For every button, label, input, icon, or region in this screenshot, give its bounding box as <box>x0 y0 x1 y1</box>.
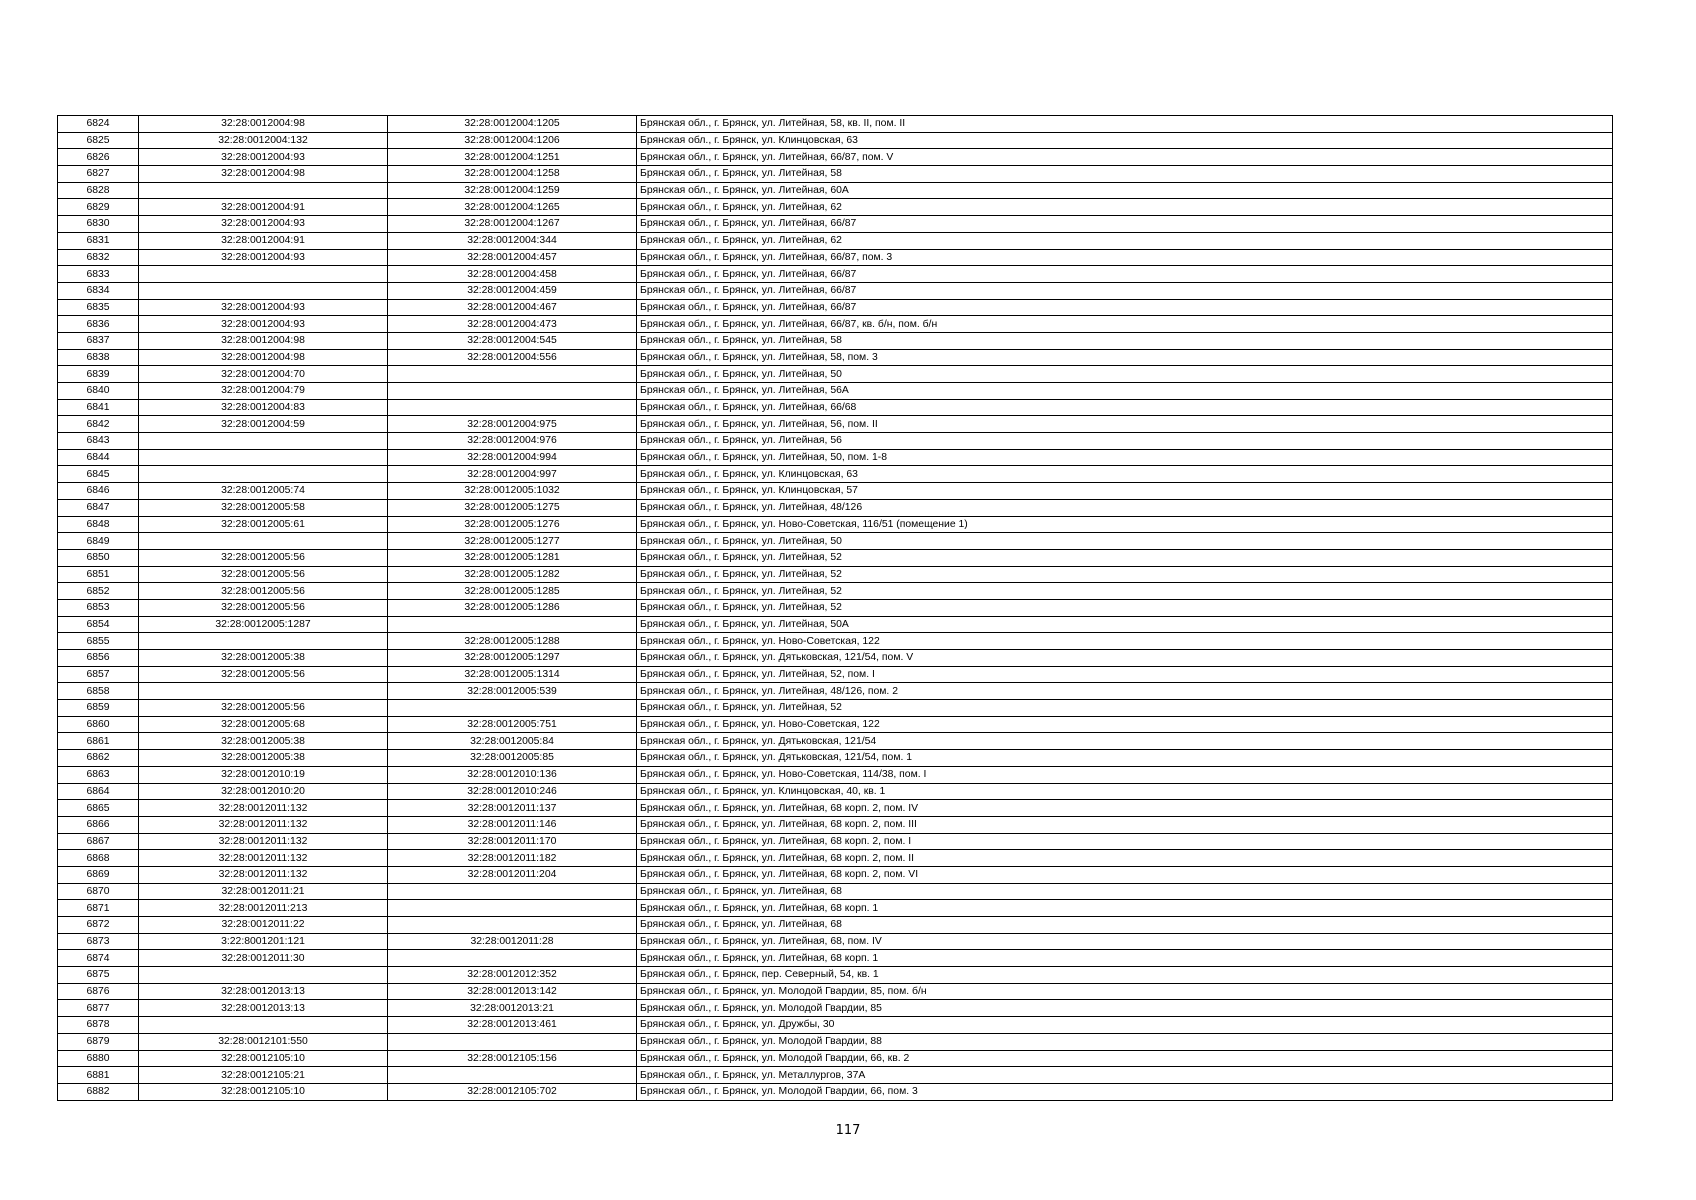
row-number-cell: 6850 <box>58 549 139 566</box>
table-row <box>58 466 1613 483</box>
table-row <box>58 249 1613 266</box>
object-number-cell: 32:28:0012004:467 <box>388 299 637 316</box>
parcel-number-cell: 32:28:0012013:13 <box>139 1000 388 1017</box>
object-number-cell: 32:28:0012005:1285 <box>388 583 637 600</box>
table-row <box>58 516 1613 533</box>
row-number-cell: 6856 <box>58 650 139 667</box>
table-row <box>58 349 1613 366</box>
row-number-cell: 6840 <box>58 383 139 400</box>
row-number-cell: 6842 <box>58 416 139 433</box>
row-number-cell: 6838 <box>58 349 139 366</box>
object-number-cell: 32:28:0012012:352 <box>388 967 637 984</box>
parcel-number-cell: 32:28:0012105:21 <box>139 1067 388 1084</box>
row-number-cell: 6863 <box>58 766 139 783</box>
address-cell: Брянская обл., г. Брянск, ул. Литейная, 58, кв. II, пом. II <box>637 116 1613 133</box>
parcel-number-cell: 32:28:0012011:132 <box>139 816 388 833</box>
object-number-cell: 32:28:0012005:1314 <box>388 666 637 683</box>
address-cell: Брянская обл., г. Брянск, ул. Литейная, 68 корп. 1 <box>637 900 1613 917</box>
address-cell: Брянская обл., г. Брянск, ул. Литейная, 68 корп. 2, пом. II <box>637 850 1613 867</box>
row-number-cell: 6851 <box>58 566 139 583</box>
row-number-cell: 6865 <box>58 800 139 817</box>
address-cell: Брянская обл., г. Брянск, ул. Дружбы, 30 <box>637 1017 1613 1034</box>
address-cell: Брянская обл., г. Брянск, ул. Литейная, 68, пом. IV <box>637 933 1613 950</box>
table-row <box>58 733 1613 750</box>
object-number-cell <box>388 950 637 967</box>
row-number-cell: 6826 <box>58 149 139 166</box>
parcel-number-cell: 32:28:0012105:10 <box>139 1050 388 1067</box>
address-cell: Брянская обл., г. Брянск, ул. Литейная, 66/87 <box>637 216 1613 233</box>
row-number-cell: 6829 <box>58 199 139 216</box>
address-cell: Брянская обл., г. Брянск, ул. Клинцовская, 57 <box>637 483 1613 500</box>
parcel-number-cell <box>139 1017 388 1034</box>
row-number-cell: 6828 <box>58 182 139 199</box>
object-number-cell: 32:28:0012005:1275 <box>388 499 637 516</box>
parcel-number-cell: 32:28:0012004:93 <box>139 216 388 233</box>
parcel-number-cell: 32:28:0012004:91 <box>139 232 388 249</box>
table-row <box>58 549 1613 566</box>
address-cell: Брянская обл., г. Брянск, ул. Клинцовская, 63 <box>637 466 1613 483</box>
address-cell: Брянская обл., г. Брянск, ул. Ново-Советская, 116/51 (помещение 1) <box>637 516 1613 533</box>
row-number-cell: 6857 <box>58 666 139 683</box>
address-cell: Брянская обл., г. Брянск, пер. Северный, 54, кв. 1 <box>637 967 1613 984</box>
address-cell: Брянская обл., г. Брянск, ул. Ново-Советская, 114/38, пом. I <box>637 766 1613 783</box>
parcel-number-cell: 32:28:0012005:56 <box>139 700 388 717</box>
table-row <box>58 449 1613 466</box>
row-number-cell: 6827 <box>58 166 139 183</box>
parcel-number-cell: 32:28:0012010:19 <box>139 766 388 783</box>
address-cell: Брянская обл., г. Брянск, ул. Литейная, 66/87 <box>637 266 1613 283</box>
row-number-cell: 6853 <box>58 599 139 616</box>
table-row <box>58 1017 1613 1034</box>
table-row <box>58 683 1613 700</box>
address-cell: Брянская обл., г. Брянск, ул. Литейная, 66/87, пом. V <box>637 149 1613 166</box>
row-number-cell: 6869 <box>58 866 139 883</box>
address-cell: Брянская обл., г. Брянск, ул. Литейная, 62 <box>637 199 1613 216</box>
object-number-cell: 32:28:0012005:1281 <box>388 549 637 566</box>
parcel-number-cell: 32:28:0012004:70 <box>139 366 388 383</box>
address-cell: Брянская обл., г. Брянск, ул. Литейная, 52 <box>637 566 1613 583</box>
row-number-cell: 6855 <box>58 633 139 650</box>
parcel-number-cell: 32:28:0012004:98 <box>139 116 388 133</box>
parcel-number-cell: 32:28:0012005:1287 <box>139 616 388 633</box>
table-row <box>58 232 1613 249</box>
object-number-cell <box>388 1067 637 1084</box>
row-number-cell: 6839 <box>58 366 139 383</box>
parcel-number-cell: 32:28:0012005:58 <box>139 499 388 516</box>
table-row <box>58 499 1613 516</box>
parcel-number-cell: 32:28:0012005:56 <box>139 666 388 683</box>
parcel-number-cell: 32:28:0012004:79 <box>139 383 388 400</box>
table-row <box>58 282 1613 299</box>
address-cell: Брянская обл., г. Брянск, ул. Литейная, 56А <box>637 383 1613 400</box>
address-cell: Брянская обл., г. Брянск, ул. Литейная, 68 корп. 2, пом. I <box>637 833 1613 850</box>
row-number-cell: 6862 <box>58 750 139 767</box>
parcel-number-cell: 32:28:0012004:93 <box>139 249 388 266</box>
address-cell: Брянская обл., г. Брянск, ул. Литейная, 66/68 <box>637 399 1613 416</box>
object-number-cell <box>388 399 637 416</box>
object-number-cell: 32:28:0012004:1267 <box>388 216 637 233</box>
row-number-cell: 6871 <box>58 900 139 917</box>
object-number-cell <box>388 1033 637 1050</box>
table-row <box>58 433 1613 450</box>
row-number-cell: 6845 <box>58 466 139 483</box>
parcel-number-cell <box>139 466 388 483</box>
object-number-cell: 32:28:0012005:1276 <box>388 516 637 533</box>
row-number-cell: 6880 <box>58 1050 139 1067</box>
address-cell: Брянская обл., г. Брянск, ул. Дятьковская, 121/54 <box>637 733 1613 750</box>
table-row <box>58 166 1613 183</box>
address-cell: Брянская обл., г. Брянск, ул. Молодой Гвардии, 66, пом. 3 <box>637 1083 1613 1100</box>
parcel-number-cell: 32:28:0012011:213 <box>139 900 388 917</box>
address-cell: Брянская обл., г. Брянск, ул. Литейная, 50А <box>637 616 1613 633</box>
table-row <box>58 583 1613 600</box>
row-number-cell: 6876 <box>58 983 139 1000</box>
address-cell: Брянская обл., г. Брянск, ул. Металлургов, 37А <box>637 1067 1613 1084</box>
row-number-cell: 6844 <box>58 449 139 466</box>
table-row <box>58 1067 1613 1084</box>
parcel-number-cell: 32:28:0012011:132 <box>139 866 388 883</box>
object-number-cell: 32:28:0012005:1288 <box>388 633 637 650</box>
object-number-cell: 32:28:0012004:1206 <box>388 132 637 149</box>
object-number-cell: 32:28:0012004:1205 <box>388 116 637 133</box>
object-number-cell: 32:28:0012010:246 <box>388 783 637 800</box>
address-cell: Брянская обл., г. Брянск, ул. Ново-Советская, 122 <box>637 633 1613 650</box>
object-number-cell <box>388 700 637 717</box>
table-row <box>58 850 1613 867</box>
address-cell: Брянская обл., г. Брянск, ул. Клинцовская, 40, кв. 1 <box>637 783 1613 800</box>
parcel-number-cell: 32:28:0012005:56 <box>139 549 388 566</box>
object-number-cell: 32:28:0012011:28 <box>388 933 637 950</box>
table-row <box>58 866 1613 883</box>
table-row <box>58 917 1613 934</box>
address-cell: Брянская обл., г. Брянск, ул. Молодой Гвардии, 85 <box>637 1000 1613 1017</box>
address-cell: Брянская обл., г. Брянск, ул. Литейная, 48/126 <box>637 499 1613 516</box>
parcel-number-cell: 32:28:0012105:10 <box>139 1083 388 1100</box>
row-number-cell: 6866 <box>58 816 139 833</box>
row-number-cell: 6861 <box>58 733 139 750</box>
table-row <box>58 766 1613 783</box>
row-number-cell: 6859 <box>58 700 139 717</box>
parcel-number-cell <box>139 633 388 650</box>
object-number-cell: 32:28:0012005:84 <box>388 733 637 750</box>
object-number-cell: 32:28:0012004:459 <box>388 282 637 299</box>
parcel-number-cell: 32:28:0012004:91 <box>139 199 388 216</box>
parcel-number-cell: 32:28:0012011:30 <box>139 950 388 967</box>
parcel-number-cell: 32:28:0012013:13 <box>139 983 388 1000</box>
table-row <box>58 199 1613 216</box>
object-number-cell <box>388 917 637 934</box>
parcel-number-cell: 32:28:0012011:21 <box>139 883 388 900</box>
table-row <box>58 1000 1613 1017</box>
parcel-number-cell <box>139 282 388 299</box>
address-cell: Брянская обл., г. Брянск, ул. Литейная, 58 <box>637 332 1613 349</box>
row-number-cell: 6875 <box>58 967 139 984</box>
table-row <box>58 633 1613 650</box>
table-row <box>58 1050 1613 1067</box>
parcel-number-cell: 32:28:0012004:59 <box>139 416 388 433</box>
table-row <box>58 616 1613 633</box>
table-row <box>58 716 1613 733</box>
table-row <box>58 900 1613 917</box>
object-number-cell: 32:28:0012005:1286 <box>388 599 637 616</box>
address-cell: Брянская обл., г. Брянск, ул. Молодой Гвардии, 66, кв. 2 <box>637 1050 1613 1067</box>
parcel-number-cell: 32:28:0012005:61 <box>139 516 388 533</box>
object-number-cell: 32:28:0012004:1265 <box>388 199 637 216</box>
address-cell: Брянская обл., г. Брянск, ул. Литейная, 68 корп. 2, пом. IV <box>637 800 1613 817</box>
table-row <box>58 416 1613 433</box>
parcel-number-cell: 32:28:0012005:56 <box>139 583 388 600</box>
address-cell: Брянская обл., г. Брянск, ул. Литейная, 60А <box>637 182 1613 199</box>
address-cell: Брянская обл., г. Брянск, ул. Литейная, 66/87 <box>637 282 1613 299</box>
parcel-number-cell <box>139 449 388 466</box>
table-row <box>58 116 1613 133</box>
parcel-number-cell <box>139 182 388 199</box>
object-number-cell: 32:28:0012004:1258 <box>388 166 637 183</box>
object-number-cell: 32:28:0012004:1251 <box>388 149 637 166</box>
parcel-number-cell: 32:28:0012005:38 <box>139 750 388 767</box>
row-number-cell: 6830 <box>58 216 139 233</box>
table-row <box>58 833 1613 850</box>
object-number-cell: 32:28:0012005:539 <box>388 683 637 700</box>
table-row <box>58 816 1613 833</box>
object-number-cell: 32:28:0012004:997 <box>388 466 637 483</box>
row-number-cell: 6843 <box>58 433 139 450</box>
table-row <box>58 1083 1613 1100</box>
parcel-number-cell: 32:28:0012004:93 <box>139 316 388 333</box>
object-number-cell: 32:28:0012004:458 <box>388 266 637 283</box>
row-number-cell: 6870 <box>58 883 139 900</box>
parcel-number-cell: 32:28:0012004:98 <box>139 349 388 366</box>
row-number-cell: 6846 <box>58 483 139 500</box>
table-row <box>58 533 1613 550</box>
address-cell: Брянская обл., г. Брянск, ул. Литейная, 56 <box>637 433 1613 450</box>
row-number-cell: 6848 <box>58 516 139 533</box>
row-number-cell: 6837 <box>58 332 139 349</box>
table-row <box>58 967 1613 984</box>
object-number-cell: 32:28:0012011:146 <box>388 816 637 833</box>
object-number-cell: 32:28:0012005:1282 <box>388 566 637 583</box>
address-cell: Брянская обл., г. Брянск, ул. Литейная, 48/126, пом. 2 <box>637 683 1613 700</box>
row-number-cell: 6833 <box>58 266 139 283</box>
table-row <box>58 566 1613 583</box>
row-number-cell: 6867 <box>58 833 139 850</box>
object-number-cell: 32:28:0012004:994 <box>388 449 637 466</box>
row-number-cell: 6835 <box>58 299 139 316</box>
row-number-cell: 6873 <box>58 933 139 950</box>
parcel-number-cell: 32:28:0012004:93 <box>139 299 388 316</box>
row-number-cell: 6878 <box>58 1017 139 1034</box>
object-number-cell: 32:28:0012013:142 <box>388 983 637 1000</box>
parcel-number-cell: 32:28:0012005:38 <box>139 650 388 667</box>
address-cell: Брянская обл., г. Брянск, ул. Литейная, 50 <box>637 533 1613 550</box>
table-row <box>58 266 1613 283</box>
address-cell: Брянская обл., г. Брянск, ул. Дятьковская, 121/54, пом. V <box>637 650 1613 667</box>
object-number-cell: 32:28:0012004:975 <box>388 416 637 433</box>
address-cell: Брянская обл., г. Брянск, ул. Литейная, 52, пом. I <box>637 666 1613 683</box>
table-row <box>58 216 1613 233</box>
row-number-cell: 6847 <box>58 499 139 516</box>
parcel-number-cell: 32:28:0012005:56 <box>139 566 388 583</box>
parcel-number-cell: 32:28:0012010:20 <box>139 783 388 800</box>
address-cell: Брянская обл., г. Брянск, ул. Литейная, 68 корп. 2, пом. III <box>637 816 1613 833</box>
parcel-number-cell: 32:28:0012005:56 <box>139 599 388 616</box>
object-number-cell <box>388 366 637 383</box>
row-number-cell: 6841 <box>58 399 139 416</box>
parcel-number-cell <box>139 533 388 550</box>
table-row <box>58 1033 1613 1050</box>
parcel-number-cell: 32:28:0012004:93 <box>139 149 388 166</box>
table-row <box>58 483 1613 500</box>
table-row <box>58 316 1613 333</box>
parcel-number-cell: 32:28:0012004:98 <box>139 332 388 349</box>
address-cell: Брянская обл., г. Брянск, ул. Литейная, 52 <box>637 599 1613 616</box>
row-number-cell: 6860 <box>58 716 139 733</box>
row-number-cell: 6877 <box>58 1000 139 1017</box>
parcel-number-cell: 32:28:0012011:132 <box>139 800 388 817</box>
parcel-number-cell <box>139 967 388 984</box>
parcel-number-cell: 32:28:0012005:38 <box>139 733 388 750</box>
object-number-cell: 32:28:0012005:1032 <box>388 483 637 500</box>
object-number-cell <box>388 383 637 400</box>
parcel-number-cell: 32:28:0012005:74 <box>139 483 388 500</box>
row-number-cell: 6872 <box>58 917 139 934</box>
table-row <box>58 983 1613 1000</box>
address-cell: Брянская обл., г. Брянск, ул. Литейная, 50, пом. 1-8 <box>637 449 1613 466</box>
table-row <box>58 299 1613 316</box>
table-row <box>58 883 1613 900</box>
parcel-number-cell: 3:22:8001201:121 <box>139 933 388 950</box>
address-cell: Брянская обл., г. Брянск, ул. Литейная, 62 <box>637 232 1613 249</box>
table-row <box>58 750 1613 767</box>
object-number-cell: 32:28:0012005:1297 <box>388 650 637 667</box>
table-row <box>58 182 1613 199</box>
object-number-cell: 32:28:0012004:545 <box>388 332 637 349</box>
page-number: 117 <box>835 1123 861 1138</box>
address-cell: Брянская обл., г. Брянск, ул. Литейная, 52 <box>637 549 1613 566</box>
row-number-cell: 6825 <box>58 132 139 149</box>
object-number-cell <box>388 616 637 633</box>
table-row <box>58 950 1613 967</box>
table-row <box>58 366 1613 383</box>
table-row <box>58 132 1613 149</box>
object-number-cell: 32:28:0012013:461 <box>388 1017 637 1034</box>
table-body <box>58 116 1613 1101</box>
object-number-cell: 32:28:0012004:344 <box>388 232 637 249</box>
object-number-cell: 32:28:0012004:556 <box>388 349 637 366</box>
parcel-number-cell: 32:28:0012011:22 <box>139 917 388 934</box>
address-cell: Брянская обл., г. Брянск, ул. Литейная, 50 <box>637 366 1613 383</box>
object-number-cell: 32:28:0012013:21 <box>388 1000 637 1017</box>
cadastral-table <box>57 115 1613 1101</box>
object-number-cell: 32:28:0012011:182 <box>388 850 637 867</box>
parcel-number-cell <box>139 433 388 450</box>
object-number-cell: 32:28:0012005:751 <box>388 716 637 733</box>
address-cell: Брянская обл., г. Брянск, ул. Литейная, 58 <box>637 166 1613 183</box>
object-number-cell: 32:28:0012005:1277 <box>388 533 637 550</box>
address-cell: Брянская обл., г. Брянск, ул. Литейная, 68 корп. 2, пом. VI <box>637 866 1613 883</box>
address-cell: Брянская обл., г. Брянск, ул. Ново-Советская, 122 <box>637 716 1613 733</box>
table-row <box>58 383 1613 400</box>
row-number-cell: 6834 <box>58 282 139 299</box>
table-row <box>58 650 1613 667</box>
row-number-cell: 6831 <box>58 232 139 249</box>
parcel-number-cell <box>139 266 388 283</box>
address-cell: Брянская обл., г. Брянск, ул. Литейная, 66/87 <box>637 299 1613 316</box>
row-number-cell: 6858 <box>58 683 139 700</box>
table-row <box>58 149 1613 166</box>
row-number-cell: 6849 <box>58 533 139 550</box>
row-number-cell: 6836 <box>58 316 139 333</box>
address-cell: Брянская обл., г. Брянск, ул. Литейная, 52 <box>637 700 1613 717</box>
parcel-number-cell: 32:28:0012011:132 <box>139 833 388 850</box>
row-number-cell: 6868 <box>58 850 139 867</box>
address-cell: Брянская обл., г. Брянск, ул. Молодой Гвардии, 85, пом. б/н <box>637 983 1613 1000</box>
table-row <box>58 332 1613 349</box>
address-cell: Брянская обл., г. Брянск, ул. Литейная, 68 <box>637 917 1613 934</box>
address-cell: Брянская обл., г. Брянск, ул. Литейная, 66/87, кв. б/н, пом. б/н <box>637 316 1613 333</box>
address-cell: Брянская обл., г. Брянск, ул. Литейная, 66/87, пом. 3 <box>637 249 1613 266</box>
row-number-cell: 6854 <box>58 616 139 633</box>
table-row <box>58 399 1613 416</box>
row-number-cell: 6882 <box>58 1083 139 1100</box>
table-row <box>58 666 1613 683</box>
address-cell: Брянская обл., г. Брянск, ул. Молодой Гвардии, 88 <box>637 1033 1613 1050</box>
parcel-number-cell: 32:28:0012101:550 <box>139 1033 388 1050</box>
object-number-cell: 32:28:0012105:156 <box>388 1050 637 1067</box>
table-row <box>58 700 1613 717</box>
row-number-cell: 6881 <box>58 1067 139 1084</box>
row-number-cell: 6879 <box>58 1033 139 1050</box>
object-number-cell: 32:28:0012005:85 <box>388 750 637 767</box>
object-number-cell <box>388 900 637 917</box>
parcel-number-cell: 32:28:0012004:83 <box>139 399 388 416</box>
row-number-cell: 6874 <box>58 950 139 967</box>
object-number-cell: 32:28:0012011:204 <box>388 866 637 883</box>
object-number-cell: 32:28:0012004:976 <box>388 433 637 450</box>
table-row <box>58 783 1613 800</box>
parcel-number-cell: 32:28:0012011:132 <box>139 850 388 867</box>
object-number-cell: 32:28:0012011:170 <box>388 833 637 850</box>
parcel-number-cell: 32:28:0012004:98 <box>139 166 388 183</box>
object-number-cell: 32:28:0012004:457 <box>388 249 637 266</box>
address-cell: Брянская обл., г. Брянск, ул. Литейная, 58, пом. 3 <box>637 349 1613 366</box>
row-number-cell: 6864 <box>58 783 139 800</box>
parcel-number-cell <box>139 683 388 700</box>
parcel-number-cell: 32:28:0012005:68 <box>139 716 388 733</box>
address-cell: Брянская обл., г. Брянск, ул. Литейная, 68 <box>637 883 1613 900</box>
parcel-number-cell: 32:28:0012004:132 <box>139 132 388 149</box>
address-cell: Брянская обл., г. Брянск, ул. Клинцовская, 63 <box>637 132 1613 149</box>
row-number-cell: 6824 <box>58 116 139 133</box>
object-number-cell: 32:28:0012105:702 <box>388 1083 637 1100</box>
object-number-cell <box>388 883 637 900</box>
address-cell: Брянская обл., г. Брянск, ул. Литейная, 52 <box>637 583 1613 600</box>
object-number-cell: 32:28:0012004:473 <box>388 316 637 333</box>
table-row <box>58 599 1613 616</box>
address-cell: Брянская обл., г. Брянск, ул. Литейная, 68 корп. 1 <box>637 950 1613 967</box>
table-row <box>58 800 1613 817</box>
table-row <box>58 933 1613 950</box>
row-number-cell: 6832 <box>58 249 139 266</box>
row-number-cell: 6852 <box>58 583 139 600</box>
object-number-cell: 32:28:0012010:136 <box>388 766 637 783</box>
address-cell: Брянская обл., г. Брянск, ул. Дятьковская, 121/54, пом. 1 <box>637 750 1613 767</box>
object-number-cell: 32:28:0012004:1259 <box>388 182 637 199</box>
address-cell: Брянская обл., г. Брянск, ул. Литейная, 56, пом. II <box>637 416 1613 433</box>
object-number-cell: 32:28:0012011:137 <box>388 800 637 817</box>
